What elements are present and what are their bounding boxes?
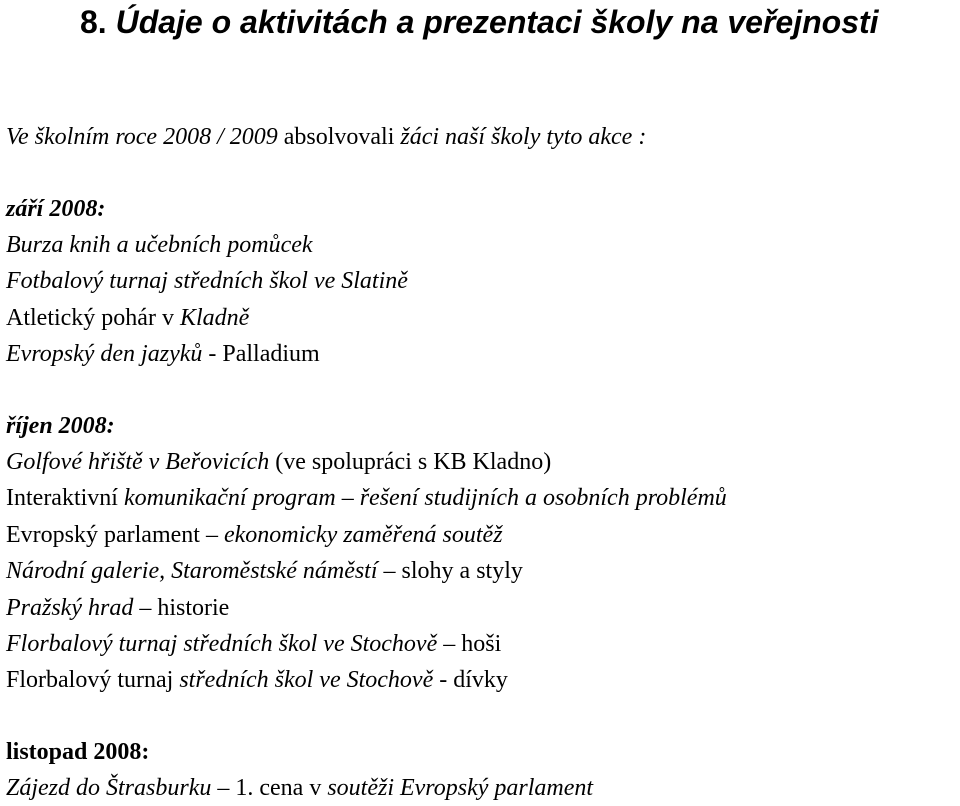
activity-item	[6, 227, 408, 263]
section-number: 8.	[80, 4, 107, 40]
activity-item	[6, 300, 408, 336]
activity-item	[6, 590, 727, 626]
activity-text: Pražský hrad –	[6, 594, 152, 621]
intro-part-3: žáci naší školy tyto akce :	[400, 124, 647, 150]
activity-text: soutěži Evropský parlament	[327, 775, 594, 801]
activity-text: Golfové hřiště v Beřovicích	[6, 449, 270, 475]
activity-item	[6, 263, 408, 299]
activity-text: komunikační program – řešení studijních a osobních problémů	[123, 485, 727, 512]
section-september	[6, 191, 408, 373]
activity-text: Fotbalový turnaj středních škol ve Slatině	[6, 268, 408, 295]
section-november	[6, 734, 593, 806]
activity-item	[6, 444, 727, 480]
intro-part-1: Ve školním roce 2008 / 2009	[6, 124, 278, 150]
activity-text: Interaktivní	[6, 485, 118, 512]
section-october	[6, 408, 727, 699]
activity-text: – ekonomicky zaměřená soutěž	[205, 521, 503, 548]
activity-text: hoši	[461, 631, 502, 658]
activity-item	[6, 480, 727, 516]
section-title-text: Údaje o aktivitách a prezentaci školy na veřejnosti	[115, 4, 879, 40]
month-heading: listopad 2008:	[6, 739, 150, 765]
activity-text: - dívky	[439, 667, 508, 694]
intro-line	[6, 121, 646, 153]
month-heading: září 2008:	[6, 196, 106, 222]
activity-item	[6, 770, 593, 806]
activity-text: Florbalový turnaj	[6, 667, 174, 694]
activity-item	[6, 517, 727, 553]
activity-item	[6, 626, 727, 662]
intro-part-2: absolvovali	[283, 124, 395, 150]
activity-text: Evropský parlament	[6, 521, 200, 548]
activity-item	[6, 336, 408, 372]
activity-text: Burza knih a učebních pomůcek	[6, 232, 313, 258]
activity-text: Národní galerie, Staroměstské náměstí –	[6, 558, 396, 585]
activity-text: středních škol ve Stochově	[179, 667, 434, 694]
activity-text: slohy a styly	[401, 558, 523, 585]
activity-text: Zájezd do Štrasburku –	[6, 775, 230, 801]
activity-text: - Palladium	[208, 341, 320, 368]
month-heading: říjen 2008:	[6, 413, 115, 439]
activity-text: Atletický pohár v	[6, 304, 174, 331]
activity-text: (ve spolupráci s KB Kladno)	[275, 449, 552, 475]
activity-text: Kladně	[179, 304, 250, 331]
activity-text: Florbalový turnaj středních škol ve Stochově –	[6, 631, 456, 658]
section-title	[80, 0, 960, 44]
activity-text: Evropský den jazyků	[6, 341, 203, 368]
activity-text: 1. cena v	[235, 775, 322, 801]
activity-item	[6, 553, 727, 589]
activity-text: historie	[157, 594, 230, 621]
activity-item	[6, 662, 727, 698]
